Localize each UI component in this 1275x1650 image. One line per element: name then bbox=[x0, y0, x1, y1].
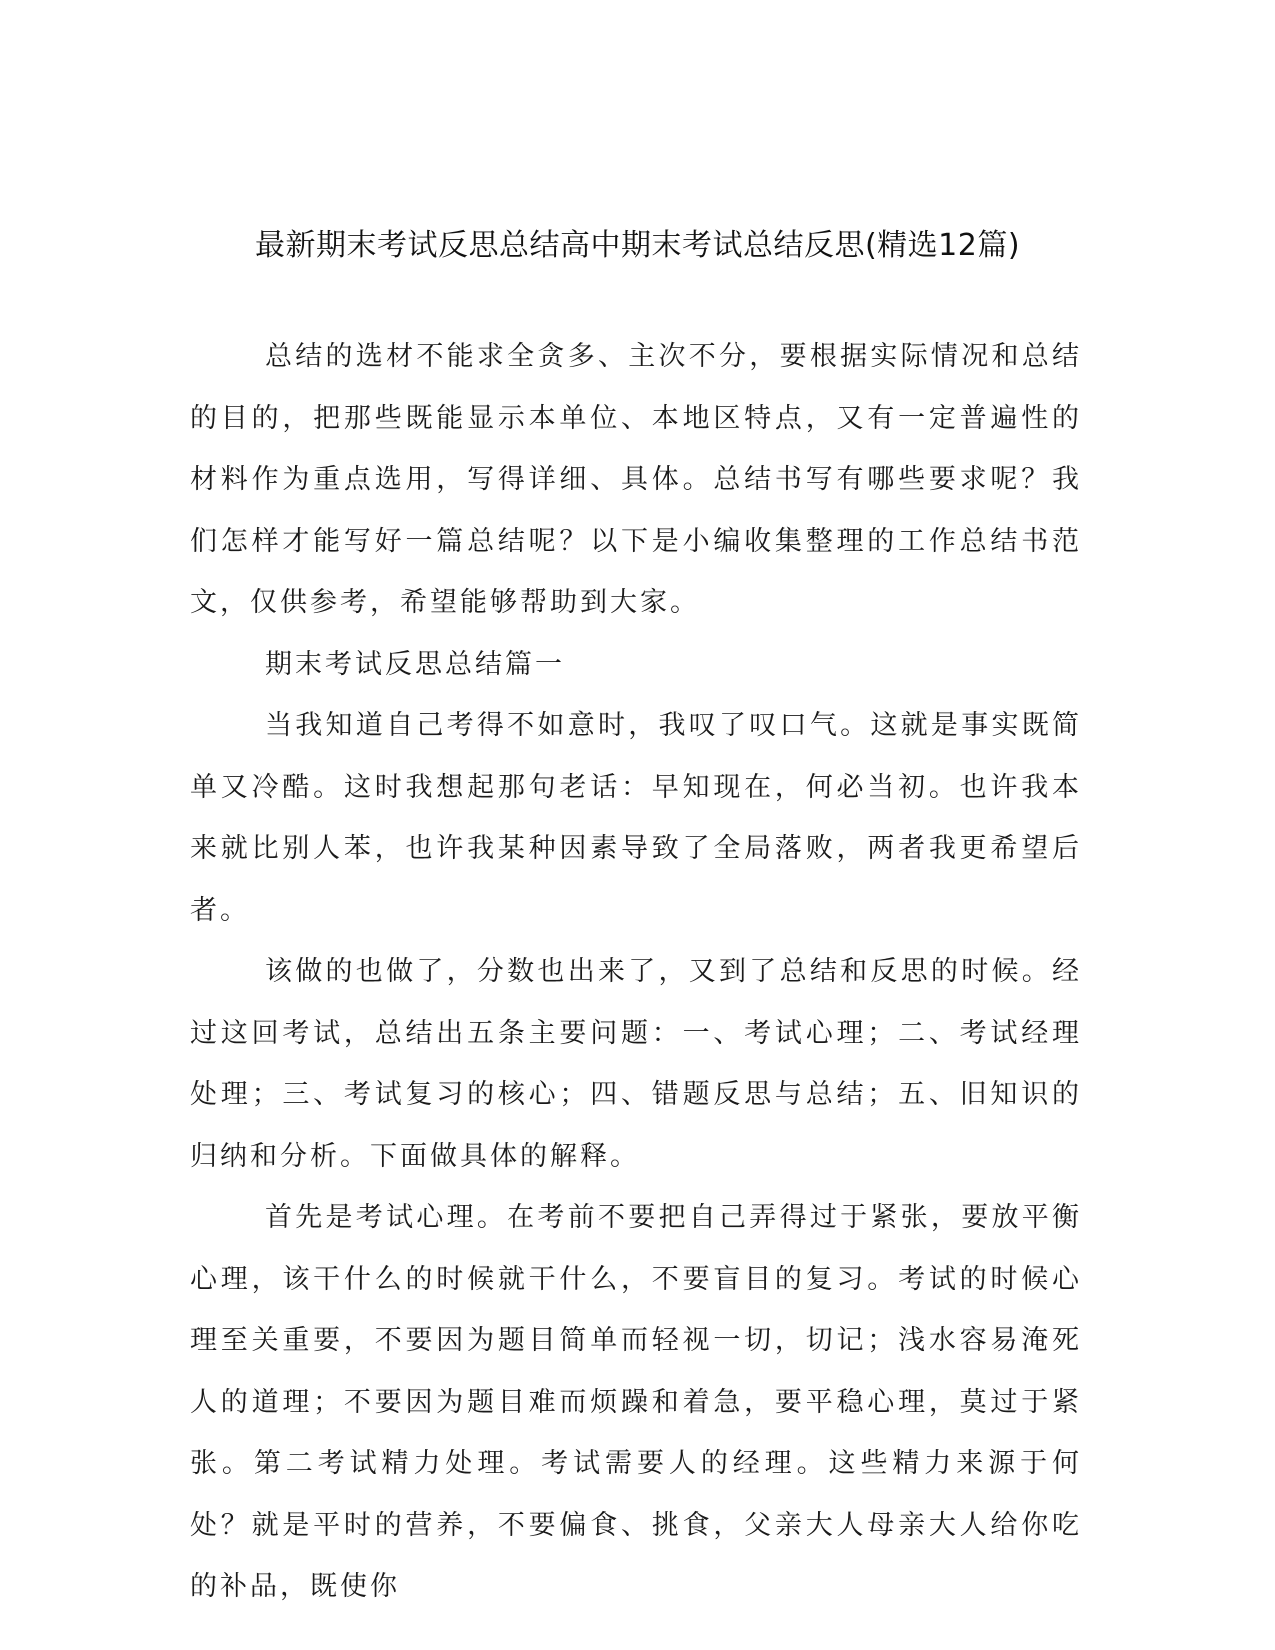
body-paragraph: 首先是考试心理。在考前不要把自己弄得过于紧张，要放平衡心理，该干什么的时候就干什么，不要盲目的复习。考试的时候心理至关重要，不要因为题目简单而轻视一切，切记；浅水容易淹死人的道理；不要因为题目难而烦躁和着急，要平稳心理，莫过于紧张。第二考试精力处理。考试需要人的经理。这些精力来源于何处？就是平时的营养，不要偏食、挑食，父亲大人母亲大人给你吃的补品，既使你 bbox=[190, 1202, 1082, 1602]
body-paragraph: 当我知道自己考得不如意时，我叹了叹口气。这就是事实既简单又冷酷。这时我想起那句老话：早知现在，何必当初。也许我本来就比别人苯，也许我某种因素导致了全局落败，两者我更希望后者。 bbox=[190, 710, 1082, 926]
intro-paragraph: 总结的选材不能求全贪多、主次不分，要根据实际情况和总结的目的，把那些既能显示本单位、本地区特点，又有一定普遍性的材料作为重点选用，写得详细、具体。总结书写有哪些要求呢？我们怎样才能写好一篇总结呢？以下是小编收集整理的工作总结书范文，仅供参考，希望能够帮助到大家。 bbox=[190, 341, 1082, 618]
section-heading: 期末考试反思总结篇一 bbox=[265, 648, 565, 680]
body-paragraph: 该做的也做了，分数也出来了，又到了总结和反思的时候。经过这回考试，总结出五条主要问题：一、考试心理；二、考试经理处理；三、考试复习的核心；四、错题反思与总结；五、旧知识的归纳和分析。下面做具体的解释。 bbox=[190, 956, 1082, 1172]
document-body bbox=[190, 326, 1082, 1618]
document-title: 最新期末考试反思总结高中期末考试总结反思(精选12篇) bbox=[254, 228, 1021, 264]
